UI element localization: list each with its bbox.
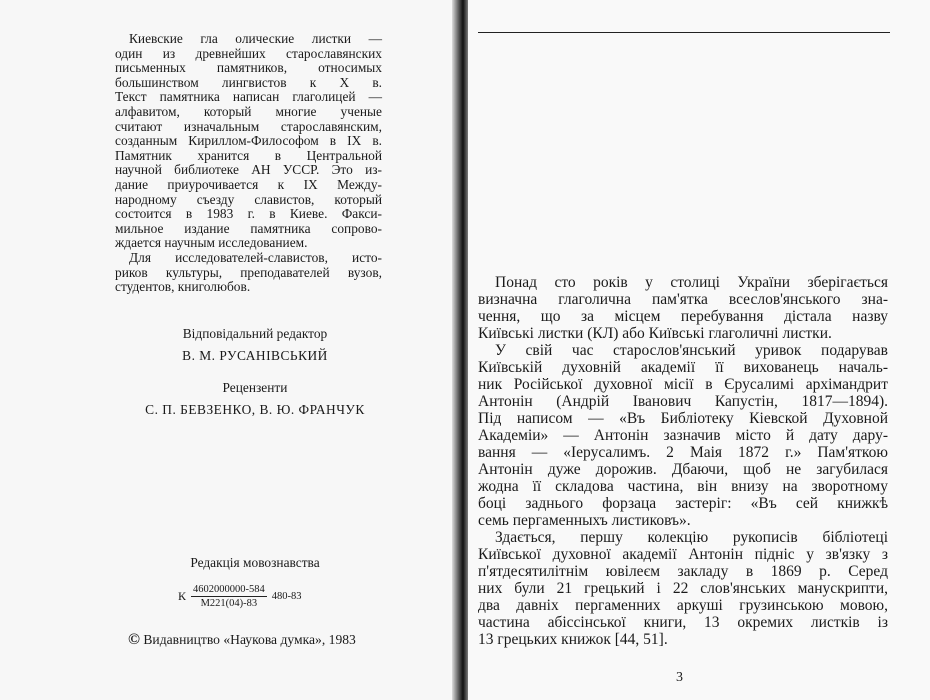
catalog-prefix: К — [178, 589, 187, 603]
text-line: частина абіссінської книги, 13 окремих листків із — [478, 614, 888, 631]
text-line: Київські листки (КЛ) або Київські глаголичні листки. — [478, 325, 832, 342]
text-line: вання — «Іерусалимъ. 2 Маія 1872 г.» Пам'яткою — [478, 444, 888, 461]
editorial-office: Редакція мовознавства — [190, 555, 320, 570]
text-line: Киевские гла олические листки — — [129, 31, 382, 46]
catalog-denominator: М221(04)-83 — [200, 598, 258, 609]
text-line: риков культуры, преподавателей вузов, — [115, 264, 382, 280]
text-line: ник Російської духовної місії в Єрусалимі архімандрит — [478, 376, 888, 393]
text-line: п'ятдесятилітнім ювілеєм закладу в 1869 р. Серед — [478, 563, 888, 580]
text-line: дание приурочивается к IX Между- — [115, 176, 382, 192]
text-line: жодна її складова частина, він внизу на зворотному — [478, 478, 888, 495]
text-line: народному съезду славистов, который — [115, 191, 382, 207]
text-line: письменных памятников, относимых — [115, 60, 382, 76]
text-line: Для исследователей-славистов, исто- — [129, 249, 382, 265]
text-line: научной библиотеке АН УССР. Это из- — [115, 162, 382, 178]
text-line: них були 21 грецький і 22 слов'янських манускрипти, — [478, 580, 888, 597]
text-line: студентов, книголюбов. — [115, 279, 251, 295]
editor-name: В. М. РУСАНІВСЬКИЙ — [182, 348, 328, 363]
text-line: Антонін дуже дорожив. Дбаючи, щоб не загубилася — [478, 461, 888, 478]
text-line: Здається, першу колекцію рукописів бібліотеці — [495, 529, 888, 546]
left-page — [0, 0, 462, 700]
text-line: большинством лингвистов к X в. — [115, 74, 382, 90]
text-line: Памятник хранится в Центральной — [115, 147, 382, 163]
body-text — [478, 274, 888, 648]
text-line: созданным Кириллом-Философом в IX в. — [115, 133, 382, 149]
page-number: 3 — [676, 670, 683, 685]
header-rule — [478, 32, 890, 33]
annotation-text — [115, 32, 382, 295]
text-line: Текст памятника написан глаголицей — — [115, 89, 382, 105]
copyright-line — [128, 631, 356, 649]
catalog-numerator: 4602000000-584 — [193, 584, 265, 595]
text-line: Академіи» — Антонін зазначив місто й дату дару- — [478, 427, 888, 444]
text-line: Антонін (Андрій Іванович Капустін, 1817—1894). — [478, 393, 888, 410]
copyright-text: Видавництво «Наукова думка», 1983 — [143, 632, 356, 647]
text-line: считают изначальным старославянским, — [115, 118, 382, 134]
text-line: состоится в 1983 г. в Киеве. Факси- — [115, 206, 382, 222]
text-line: визначна глаголична пам'ятка всеслов'янського зна- — [478, 291, 888, 308]
text-line: ждается научным исследованием. — [115, 235, 308, 251]
reviewers-label: Рецензенти — [222, 380, 288, 395]
text-line: мильное издание памятника сопрово- — [115, 220, 382, 236]
editor-label: Відповідальний редактор — [182, 326, 328, 341]
text-line: Київської духовної академії Антонін підніс у зв'язку з — [478, 546, 888, 563]
catalog-suffix: 480-83 — [271, 591, 302, 602]
catalog-fraction — [191, 584, 267, 609]
text-line: У свій час старослов'янський уривок подарував — [495, 342, 888, 359]
reviewers-names: С. П. БЕВЗЕНКО, В. Ю. ФРАНЧУК — [145, 402, 365, 417]
text-line: один из древнейших старославянских — [115, 45, 382, 61]
text-line: 13 грецьких книжок [44, 51]. — [478, 631, 668, 648]
text-line: Під написом — «Въ Библіотеку Кіевской Духовной — [478, 410, 888, 427]
text-line: Київській духовній академії її вихованець началь- — [478, 359, 888, 376]
catalog-index — [178, 584, 302, 609]
text-line: алфавитом, который многие ученые — [115, 103, 382, 119]
text-line: Понад сто років у столиці України зберігається — [495, 274, 888, 291]
text-line: два давніх пергаменних аркуші грузинською мовою, — [478, 597, 888, 614]
text-line: боці заднього форзаца застеріг: «Въ сей книжкѣ — [478, 495, 888, 512]
text-line: семь пергаменныхъ листиковъ». — [478, 512, 691, 529]
copyright-icon: © — [128, 631, 140, 648]
text-line: чення, що за місцем перебування дістала назву — [478, 308, 888, 325]
